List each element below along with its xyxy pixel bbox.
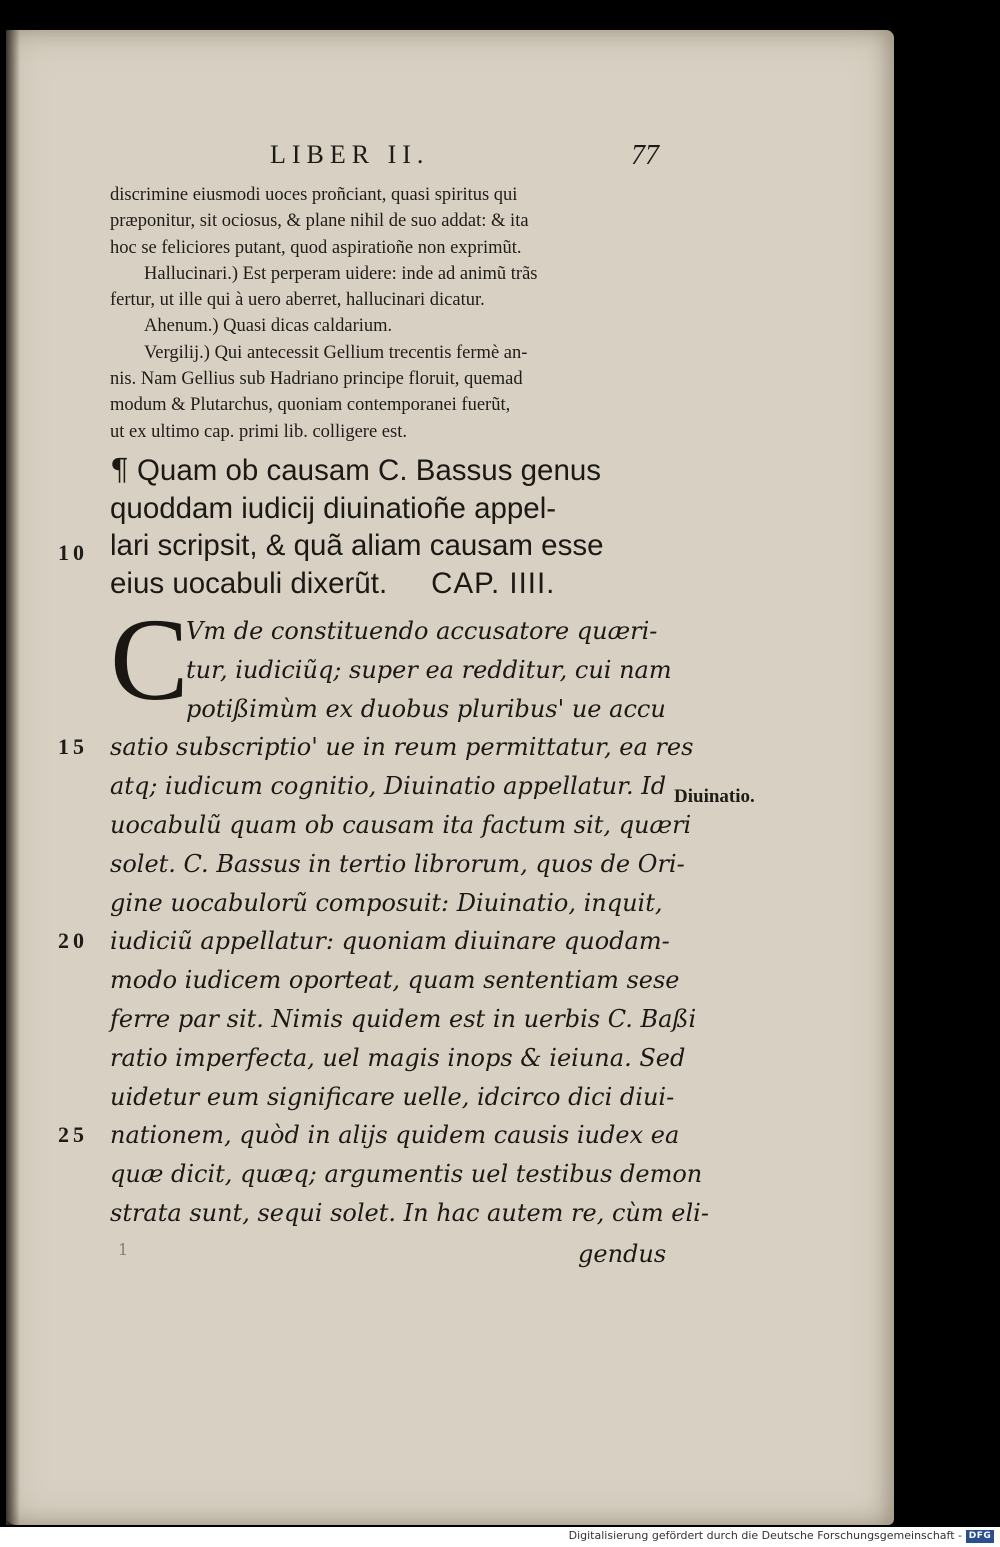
body-line: tur, iudiciũq; super ea redditur, cui nam [186,655,672,684]
body-line: gine uocabulorũ composuit: Diuinatio, inquit, [110,888,663,917]
folio-number: 77 [631,140,659,171]
line-number: 10 [58,540,88,565]
body-line: uidetur eum significare uelle, idcirco dici diui- [110,1082,675,1111]
body-line: Vm de constituendo accusatore quæri- [186,617,658,645]
commentary-line: Ahenum.) Quasi dicas caldarium. [144,316,393,337]
commentary-line: discrimine eiusmodi uoces proñciant, quasi spiritus qui [110,185,518,205]
stray-mark: 1 [118,1240,129,1259]
chapter-heading-line: lari scripsit, & quã aliam causam esse [110,529,604,562]
chapter-heading [110,452,670,602]
commentary-block [110,182,666,445]
body-line: ferre par sit. Nimis quidem est in uerbis C. Baßi [110,1004,697,1033]
commentary-line: Vergilij.) Qui antecessit Gellium trecentis fermè an- [144,342,528,363]
dfg-logo: DFG [966,1530,994,1543]
chapter-heading-line [110,565,670,603]
chapter-heading-text: eius uocabuli dixerũt. [110,566,388,600]
commentary-line: modum & Plutarchus, quoniam contemporanei fuerũt, [110,395,511,416]
body-line: iudiciũ appellatur: quoniam diuinare quodam- [110,927,670,956]
commentary-line: præponitur, sit ociosus, & plane nihil de suo addat: & ita [110,211,529,232]
commentary-line: nis. Nam Gellius sub Hadriano principe floruit, quemad [110,369,523,390]
chapter-heading-text: Quam ob causam C. Bassus genus [136,454,602,487]
body-line: atq; iudicum cognitio, Diuinatio appellatur. Id [110,772,667,801]
line-number: 15 [58,734,88,759]
running-head: LIBER II. [270,140,430,169]
body-text [110,594,709,1233]
chapter-heading-line: quoddam iudicij diuinatioñe appel- [110,491,557,525]
body-line: uocabulũ quam ob causam ita factum sit, quæri [110,810,692,839]
chapter-number: CAP. IIII. [431,566,556,600]
pilcrow-mark: ¶ [110,453,129,487]
body-line: nationem, quòd in alijs quidem causis iudex ea [110,1121,680,1150]
body-line: solet. C. Bassus in tertio librorum, quos de Ori- [110,849,685,878]
drop-cap: C [110,594,189,725]
page-header [100,140,665,174]
commentary-line: ut ex ultimo cap. primi lib. colligere est. [110,421,407,442]
footer-credit: Digitalisierung gefördert durch die Deutsche Forschungsgemeinschaft - [568,1529,962,1542]
chapter-heading-line [110,452,670,490]
body-line: ratio imperfecta, uel magis inops & ieiuna. Sed [110,1043,686,1072]
body-line: strata sunt, sequi solet. In hac autem re, cùm eli- [110,1198,709,1227]
line-number: 20 [58,928,88,953]
body-line: satio subscriptio' ue in reum permittatur, ea res [110,733,694,762]
marginal-note: Diuinatio. [674,786,755,807]
commentary-line: hoc se feliciores putant, quod aspiratioñe non exprimũt. [110,237,522,258]
line-number: 25 [58,1122,88,1147]
footer-bar [0,1527,1000,1547]
body-line: modo iudicem oporteat, quam sententiam sese [110,966,680,995]
commentary-line: Hallucinari.) Est perperam uidere: inde ad animũ trãs [144,263,538,284]
body-line: potißimùm ex duobus pluribus' ue accu [186,694,666,723]
body-line: quæ dicit, quæq; argumentis uel testibus demon [110,1160,703,1189]
commentary-line: fertur, ut ille qui à uero aberret, hallucinari dicatur. [110,290,485,311]
catchword: gendus [578,1240,667,1268]
